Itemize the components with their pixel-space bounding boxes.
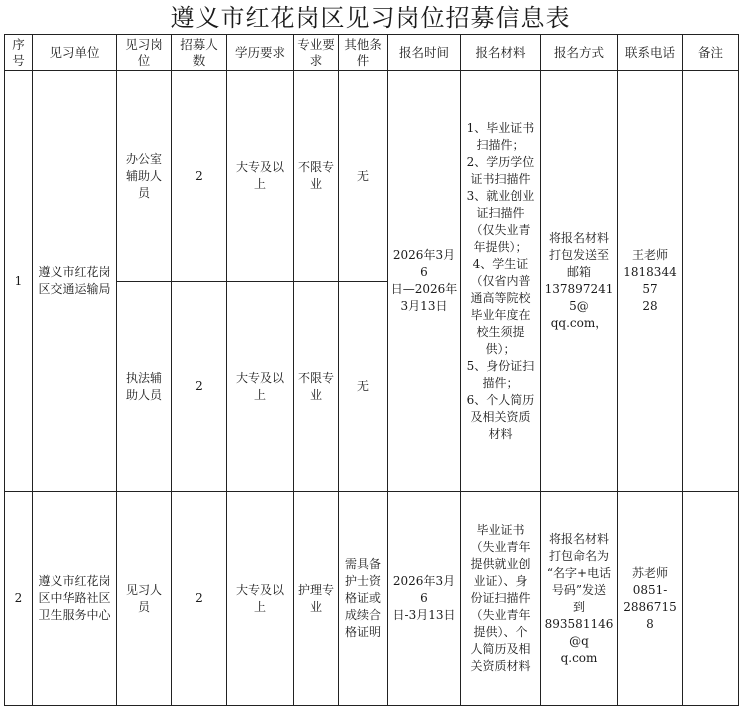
header-major: 专业要 求 (294, 35, 339, 71)
table-row (5, 492, 739, 706)
row-count: 2 (172, 71, 227, 282)
row-edu: 大专及以 上 (227, 71, 294, 282)
header-post: 见习岗 位 (117, 35, 172, 71)
row-seq: 1 (5, 71, 33, 492)
row-edu: 大专及以 上 (227, 282, 294, 492)
row-other: 无 (339, 71, 388, 282)
header-edu: 学历要求 (227, 35, 294, 71)
row-other: 无 (339, 282, 388, 492)
header-remark: 备注 (683, 35, 739, 71)
row-phone: 王老师 181834457 28 (618, 71, 683, 492)
row-method: 将报名材料 打包命名为 “名字+电话 号码”发送 到 893581146@q q.com (541, 492, 618, 706)
header-materials: 报名材料 (461, 35, 541, 71)
header-method: 报名方式 (541, 35, 618, 71)
header-row (5, 35, 739, 71)
row-post: 见习人 员 (117, 492, 172, 706)
row-edu: 大专及以 上 (227, 492, 294, 706)
row-count: 2 (172, 282, 227, 492)
row-seq: 2 (5, 492, 33, 706)
row-count: 2 (172, 492, 227, 706)
page-title: 遵义市红花岗区见习岗位招募信息表 (170, 4, 571, 32)
row-time: 2026年3月6 日-3月13日 (388, 492, 461, 706)
row-major: 护理专 业 (294, 492, 339, 706)
header-time: 报名时间 (388, 35, 461, 71)
row-phone: 苏老师 0851- 28867158 (618, 492, 683, 706)
row-remark (683, 71, 739, 492)
row-major: 不限专 业 (294, 71, 339, 282)
row-materials: 毕业证书 （失业青年 提供就业创 业证）、身 份证扫描件 （失业青年 提供）、个 人简历及相 关资质材料 (461, 492, 541, 706)
recruitment-table (4, 34, 739, 706)
row-unit: 遵义市红花岗 区交通运输局 (33, 71, 117, 492)
row-materials: 1、毕业证书 扫描件； 2、学历学位 证书扫描件 3、就业创业 证扫描件 （仅失业青 年提供）； 4、学生证 （仅省内普 通高等院校 毕业年度在 校生须提 供）； 5、身份证扫 描件； 6、个人简历 及相关资质 材料 (461, 71, 541, 492)
row-other: 需具备 护士资 格证或 成续合 格证明 (339, 492, 388, 706)
row-major: 不限专 业 (294, 282, 339, 492)
row-unit: 遵义市红花岗 区中华路社区 卫生服务中心 (33, 492, 117, 706)
header-seq: 序号 (5, 35, 33, 71)
row-remark (683, 492, 739, 706)
header-count: 招募人 数 (172, 35, 227, 71)
header-other: 其他条 件 (339, 35, 388, 71)
header-phone: 联系电话 (618, 35, 683, 71)
row-time: 2026年3月6 日—2026年 3月13日 (388, 71, 461, 492)
row-post: 办公室 辅助人 员 (117, 71, 172, 282)
header-unit: 见习单位 (33, 35, 117, 71)
row-method: 将报名材料 打包发送至 邮箱 1378972415@ qq.com， (541, 71, 618, 492)
table-row (5, 71, 739, 282)
row-post: 执法辅 助人员 (117, 282, 172, 492)
